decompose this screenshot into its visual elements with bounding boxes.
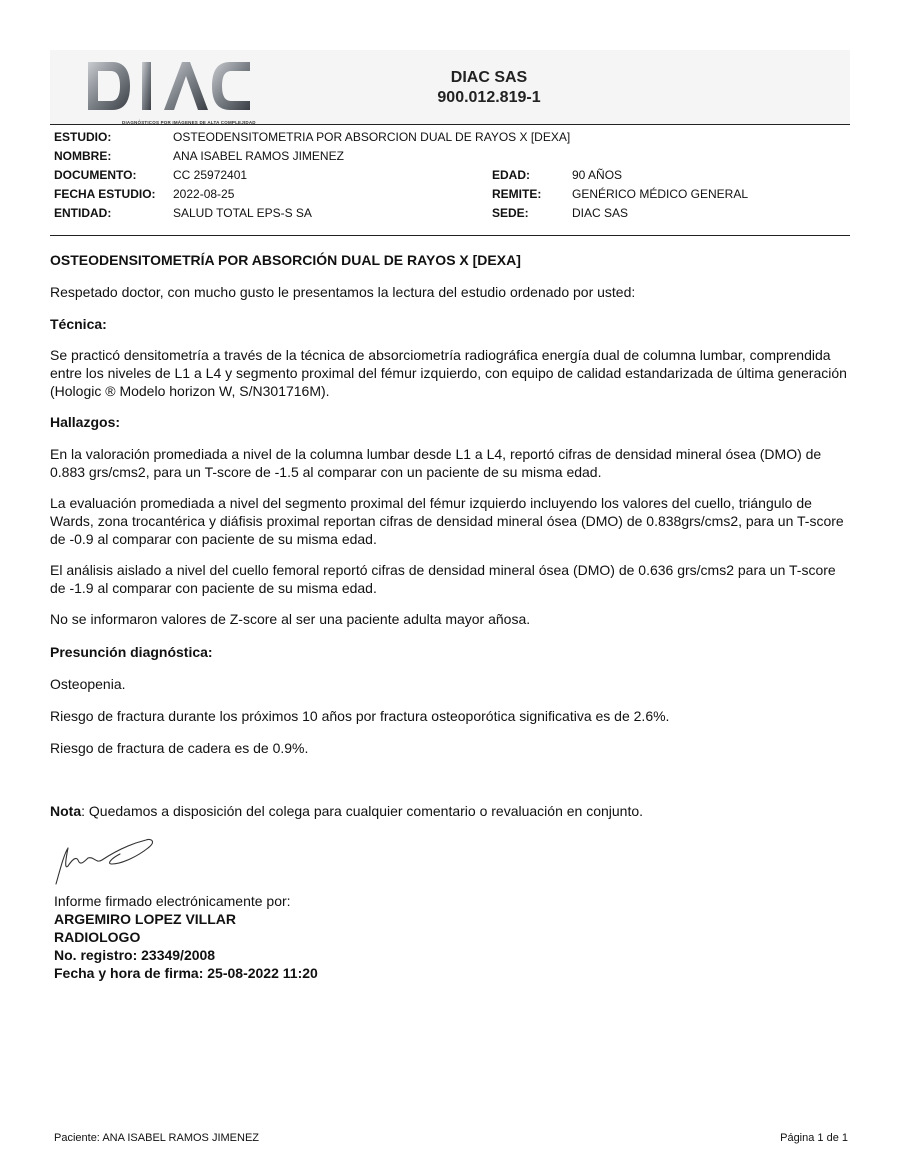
hallazgo-2: La evaluación promediada a nivel del segmento proximal del fémur izquierdo incluyendo los valores del cuello, triángulo de Wards, zona trocantérica y diáfisis proximal reportan cifras de densidad mineral ósea (DMO) de 0.838grs/cms2, para un T-score de -0.9 al comparar con paciente de su misma edad.: [50, 495, 844, 547]
estudio-value: OSTEODENSITOMETRIA POR ABSORCION DUAL DE RAYOS X [DEXA]: [173, 130, 571, 144]
fecha-value: 2022-08-25: [173, 187, 235, 201]
tecnica-text: Se practicó densitometría a través de la técnica de absorciometría radiográfica energía dual de columna lumbar, comprendida entre los niveles de L1 a L4 y segmento proximal del fémur izquierdo, con equipo de calidad estandarizada de última generación (Hologic ® Modelo horizon W, S/N301716M).: [50, 347, 847, 399]
entidad-value: SALUD TOTAL EPS-S SA: [173, 206, 312, 220]
report-intro: Respetado doctor, con mucho gusto le presentamos la lectura del estudio ordenado por usted:: [50, 284, 636, 300]
entidad-label: ENTIDAD:: [54, 206, 112, 220]
signature-datetime: Fecha y hora de firma: 25-08-2022 11:20: [54, 965, 318, 981]
estudio-label: ESTUDIO:: [54, 130, 112, 144]
documento-label: DOCUMENTO:: [54, 168, 137, 182]
edad-value: 90 AÑOS: [572, 168, 623, 182]
signature-block: [54, 892, 318, 982]
documento-value: CC 25972401: [173, 168, 248, 182]
report-header: [50, 50, 850, 124]
header-divider: [50, 124, 850, 125]
diagnostico: Osteopenia.: [50, 676, 126, 692]
sede-label: SEDE:: [492, 206, 529, 220]
footer-patient: Paciente: ANA ISABEL RAMOS JIMENEZ: [54, 1132, 259, 1144]
nombre-label: NOMBRE:: [54, 149, 112, 163]
remite-value: GENÉRICO MÉDICO GENERAL: [572, 187, 749, 201]
hallazgo-1: En la valoración promediada a nivel de la columna lumbar desde L1 a L4, reportó cifras de densidad mineral ósea (DMO) de 0.883 grs/cms2, para un T-score de -1.5 al comparar con un paciente de su misma edad.: [50, 446, 822, 480]
registration-number: No. registro: 23349/2008: [54, 947, 216, 963]
company-name: DIAC SAS: [450, 69, 528, 86]
handwritten-signature: [50, 836, 160, 888]
remite-label: REMITE:: [492, 187, 542, 201]
radiologist-role: RADIOLOGO: [54, 929, 141, 945]
fecha-label: FECHA ESTUDIO:: [54, 187, 156, 201]
riesgo-fractura-cadera: Riesgo de fractura de cadera es de 0.9%.: [50, 740, 309, 756]
info-divider: [50, 235, 850, 236]
hallazgo-3: El análisis aislado a nivel del cuello femoral reportó cifras de densidad mineral ósea (DMO) de 0.636 grs/cms2 para un T-score de -1.9 al comparar con paciente de su misma edad.: [50, 562, 836, 596]
presuncion-heading: Presunción diagnóstica:: [50, 644, 213, 660]
nota-text: : Quedamos a disposición del colega para cualquier comentario o revaluación en conjunto.: [81, 803, 644, 819]
nota: [50, 802, 850, 820]
radiologist-name: ARGEMIRO LOPEZ VILLAR: [54, 911, 236, 927]
nota-label: Nota: [50, 803, 82, 819]
riesgo-fractura-10-anos: Riesgo de fractura durante los próximos 10 años por fractura osteoporótica significativa es de 2.6%.: [50, 708, 670, 724]
company-nit: 900.012.819-1: [437, 89, 541, 106]
nombre-value: ANA ISABEL RAMOS JIMENEZ: [173, 149, 344, 163]
report-title: OSTEODENSITOMETRÍA POR ABSORCIÓN DUAL DE RAYOS X [DEXA]: [50, 252, 521, 268]
signed-by-label: Informe firmado electrónicamente por:: [54, 893, 291, 909]
tecnica-heading: Técnica:: [50, 316, 107, 332]
hallazgos-heading: Hallazgos:: [50, 414, 121, 430]
edad-label: EDAD:: [492, 168, 530, 182]
hallazgo-4: No se informaron valores de Z-score al ser una paciente adulta mayor añosa.: [50, 611, 531, 627]
footer-page-number: Página 1 de 1: [780, 1132, 848, 1144]
logo-tagline: DIAGNÓSTICOS POR IMÁGENES DE ALTA COMPLEJIDAD: [122, 120, 256, 125]
company-block: [50, 68, 850, 108]
sede-value: DIAC SAS: [572, 206, 629, 220]
